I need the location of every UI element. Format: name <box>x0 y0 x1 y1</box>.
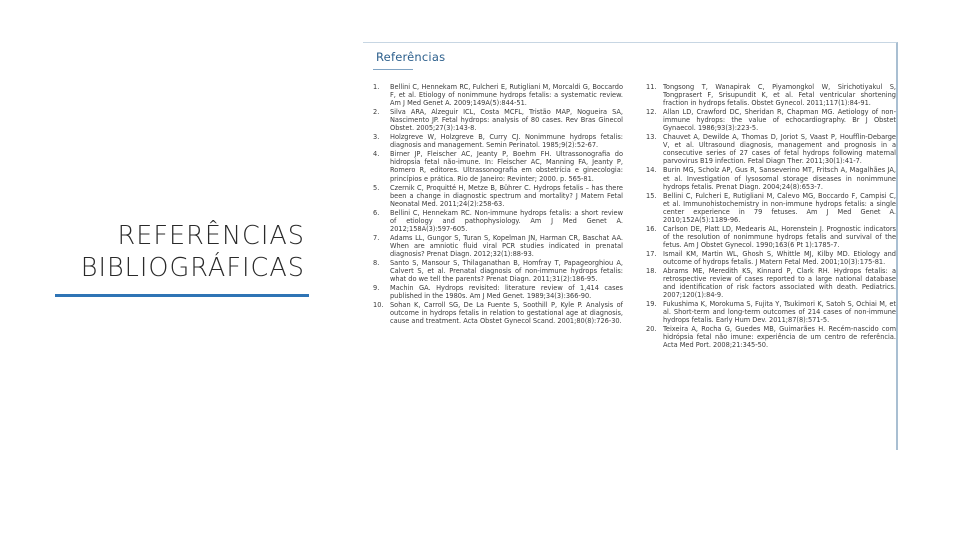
reference-number: 10. <box>373 301 384 310</box>
reference-number: 19. <box>646 300 657 309</box>
title-accent-rule <box>55 294 309 297</box>
reference-item <box>646 192 896 224</box>
reference-number: 16. <box>646 224 657 233</box>
references-right-column <box>646 83 896 351</box>
reference-item <box>646 108 896 132</box>
slide-title-line-1: REFERÊNCIAS <box>117 221 305 251</box>
reference-number: 20. <box>646 325 657 334</box>
reference-text: Chauvet A, Dewilde A, Thomas D, Joriot S, Vaast P, Houfflin-Debarge V, et al. Ultrasound diagnosis, management and prognosis in a consecutive series of 27 cases of fetal hydrops following maternal parvovirus B19 infection. Fetal Diagn Ther. 2011;30(1):41-7. <box>663 133 896 166</box>
reference-item <box>646 83 896 107</box>
reference-item <box>373 301 623 325</box>
reference-number: 5. <box>373 183 380 192</box>
reference-item <box>373 259 623 283</box>
reference-item <box>646 166 896 190</box>
reference-item <box>646 225 896 249</box>
reference-text: Burin MG, Scholz AP, Gus R, Sanseverino MT, Fritsch A, Magalhães JA, et al. Investigation of lysosomal storage diseases in nonimmune hydrops fetalis. Prenat Diagn. 2004;24(8):653-7. <box>663 166 896 191</box>
reference-item <box>646 133 896 165</box>
reference-text: Czernik C, Proquitté H, Metze B, Bührer C. Hydrops fetalis – has there been a change in diagnostic spectrum and mortality? J Matern Fetal Neonatal Med. 2011;24(2):258-63. <box>390 183 623 208</box>
reference-item <box>373 150 623 182</box>
reference-item <box>373 234 623 258</box>
reference-item <box>373 108 623 132</box>
reference-text: Santo S, Mansour S, Thilaganathan B, Homfray T, Papageorghiou A, Calvert S, et al. Prenatal diagnosis of non-immune hydrops fetalis: what do we tell the parents? Prenat Diagn. 2011;31(2):186-95. <box>390 258 623 284</box>
reference-item <box>373 83 623 107</box>
reference-item <box>646 300 896 324</box>
reference-number: 13. <box>646 133 657 142</box>
reference-number: 7. <box>373 233 380 242</box>
reference-item <box>646 267 896 299</box>
reference-item <box>373 133 623 149</box>
slide-title <box>20 220 305 284</box>
reference-text: Tongsong T, Wanapirak C, Piyamongkol W, Sirichotiyakul S, Tongprasert F, Srisupundit K, et al. Fetal ventricular shortening fraction in hydrops fetalis. Obstet Gynecol. 2011;117(1):84-91. <box>663 83 896 108</box>
slide-title-line-2: BIBLIOGRÁFICAS <box>80 253 305 283</box>
reference-number: 2. <box>373 108 380 117</box>
reference-item <box>373 284 623 300</box>
reference-number: 14. <box>646 166 657 175</box>
reference-number: 15. <box>646 191 657 200</box>
reference-number: 11. <box>646 83 657 91</box>
reference-number: 3. <box>373 133 380 142</box>
reference-text: Holzgreve W, Holzgreve B, Curry CJ. Nonimmune hydrops fetalis: diagnosis and management. Semin Perinatol. 1985;9(2):52-67. <box>390 133 623 150</box>
reference-number: 17. <box>646 249 657 258</box>
reference-text: Machin GA. Hydrops revisited: literature review of 1,414 cases published in the 1980s. Am J Med Genet. 1989;34(3):366-90. <box>390 284 623 301</box>
reference-text: Bellini C, Hennekam RC. Non-immune hydrops fetalis: a short review of etiology and pathophysiology. Am J Med Genet A. 2012;158A(3):597-605. <box>390 208 623 233</box>
reference-text: Sohan K, Carroll SG, De La Fuente S, Soothill P, Kyle P. Analysis of outcome in hydrops fetalis in relation to gestational age at diagnosis, cause and treatment. Acta Obstet Gynecol Scand. 2001;80(8):726-30. <box>390 301 623 326</box>
reference-item <box>373 209 623 233</box>
reference-text: Teixeira A, Rocha G, Guedes MB, Guimarães H. Recém-nascido com hidrópsia fetal não imune: experiência de um centro de referência. Acta Med Port. 2008;21:345-50. <box>663 325 896 350</box>
reference-item <box>646 325 896 349</box>
references-heading: Referências <box>376 50 446 64</box>
reference-text: Abrams ME, Meredith KS, Kinnard P, Clark RH. Hydrops fetalis: a retrospective review of cases reported to a large national database and identification of risk factors associated with death. Pediatrics. 2007;120(1):84-9. <box>663 267 896 300</box>
references-heading-underline <box>373 69 413 70</box>
references-image <box>363 42 898 450</box>
reference-number: 1. <box>373 83 380 91</box>
reference-text: Allan LD, Crawford DC, Sheridan R, Chapman MG. Aetiology of non-immune hydrops: the value of echocardiography. Br J Obstet Gynaecol. 1986;93(3):223-5. <box>663 108 896 133</box>
reference-number: 8. <box>373 258 380 267</box>
reference-text: Bellini C, Fulcheri E, Rutigliani M, Calevo MG, Boccardo F, Campisi C, et al. Immunohistochemistry in non-immune hydrops fetalis: a single center experience in 79 fetuses. Am J Med Genet A. 2010;152A(5):1189-96. <box>663 191 896 224</box>
reference-text: Carlson DE, Platt LD, Medearis AL, Horenstein J. Prognostic indicators of the resolution of nonimmune hydrops fetalis and survival of the fetus. Am J Obstet Gynecol. 1990;163(6 Pt 1):1785-7. <box>663 224 896 249</box>
reference-text: Silva ARA, Alzeguir ICL, Costa MCFL, Tristão MAP, Nogueira SA, Nascimento JP. Fetal hydrops: analysis of 80 cases. Rev Bras Ginecol Obstet. 2005;27(3):143-8. <box>390 108 623 133</box>
reference-text: Ismail KM, Martin WL, Ghosh S, Whittle MJ, Kilby MD. Etiology and outcome of hydrops fetalis. J Matern Fetal Med. 2001;10(3):175-81. <box>663 249 896 266</box>
reference-item <box>373 184 623 208</box>
reference-number: 18. <box>646 267 657 276</box>
reference-number: 4. <box>373 150 380 159</box>
reference-number: 6. <box>373 208 380 217</box>
reference-text: Birner JP, Fleischer AC, Jeanty P, Boehm FH. Ultrassonografia do hidropsia fetal não-imune. In: Fleischer AC, Manning FA, Jeanty P, Romero R, editores. Ultrassonografia em obstetrícia e ginecologia: princípios e prática. Rio de Janeiro: Revinter; 2000. p. 565-81. <box>390 150 623 183</box>
reference-number: 9. <box>373 284 380 293</box>
reference-text: Bellini C, Hennekam RC, Fulcheri E, Rutigliani M, Morcaldi G, Boccardo F, et al. Etiology of nonimmune hydrops fetalis: a systematic review. Am J Med Genet A. 2009;149A(5):844-51. <box>390 83 623 108</box>
reference-text: Adams LL, Gungor S, Turan S, Kopelman JN, Harman CR, Baschat AA. When are amniotic fluid viral PCR studies indicated in prenatal diagnosis? Prenat Diagn. 2012;32(1):88-93. <box>390 233 623 258</box>
reference-number: 12. <box>646 108 657 117</box>
references-left-column <box>373 83 623 326</box>
reference-item <box>646 250 896 266</box>
reference-text: Fukushima K, Morokuma S, Fujita Y, Tsukimori K, Satoh S, Ochiai M, et al. Short-term and long-term outcomes of 214 cases of non-immune hydrops fetalis. Early Hum Dev. 2011;87(8):571-5. <box>663 300 896 325</box>
